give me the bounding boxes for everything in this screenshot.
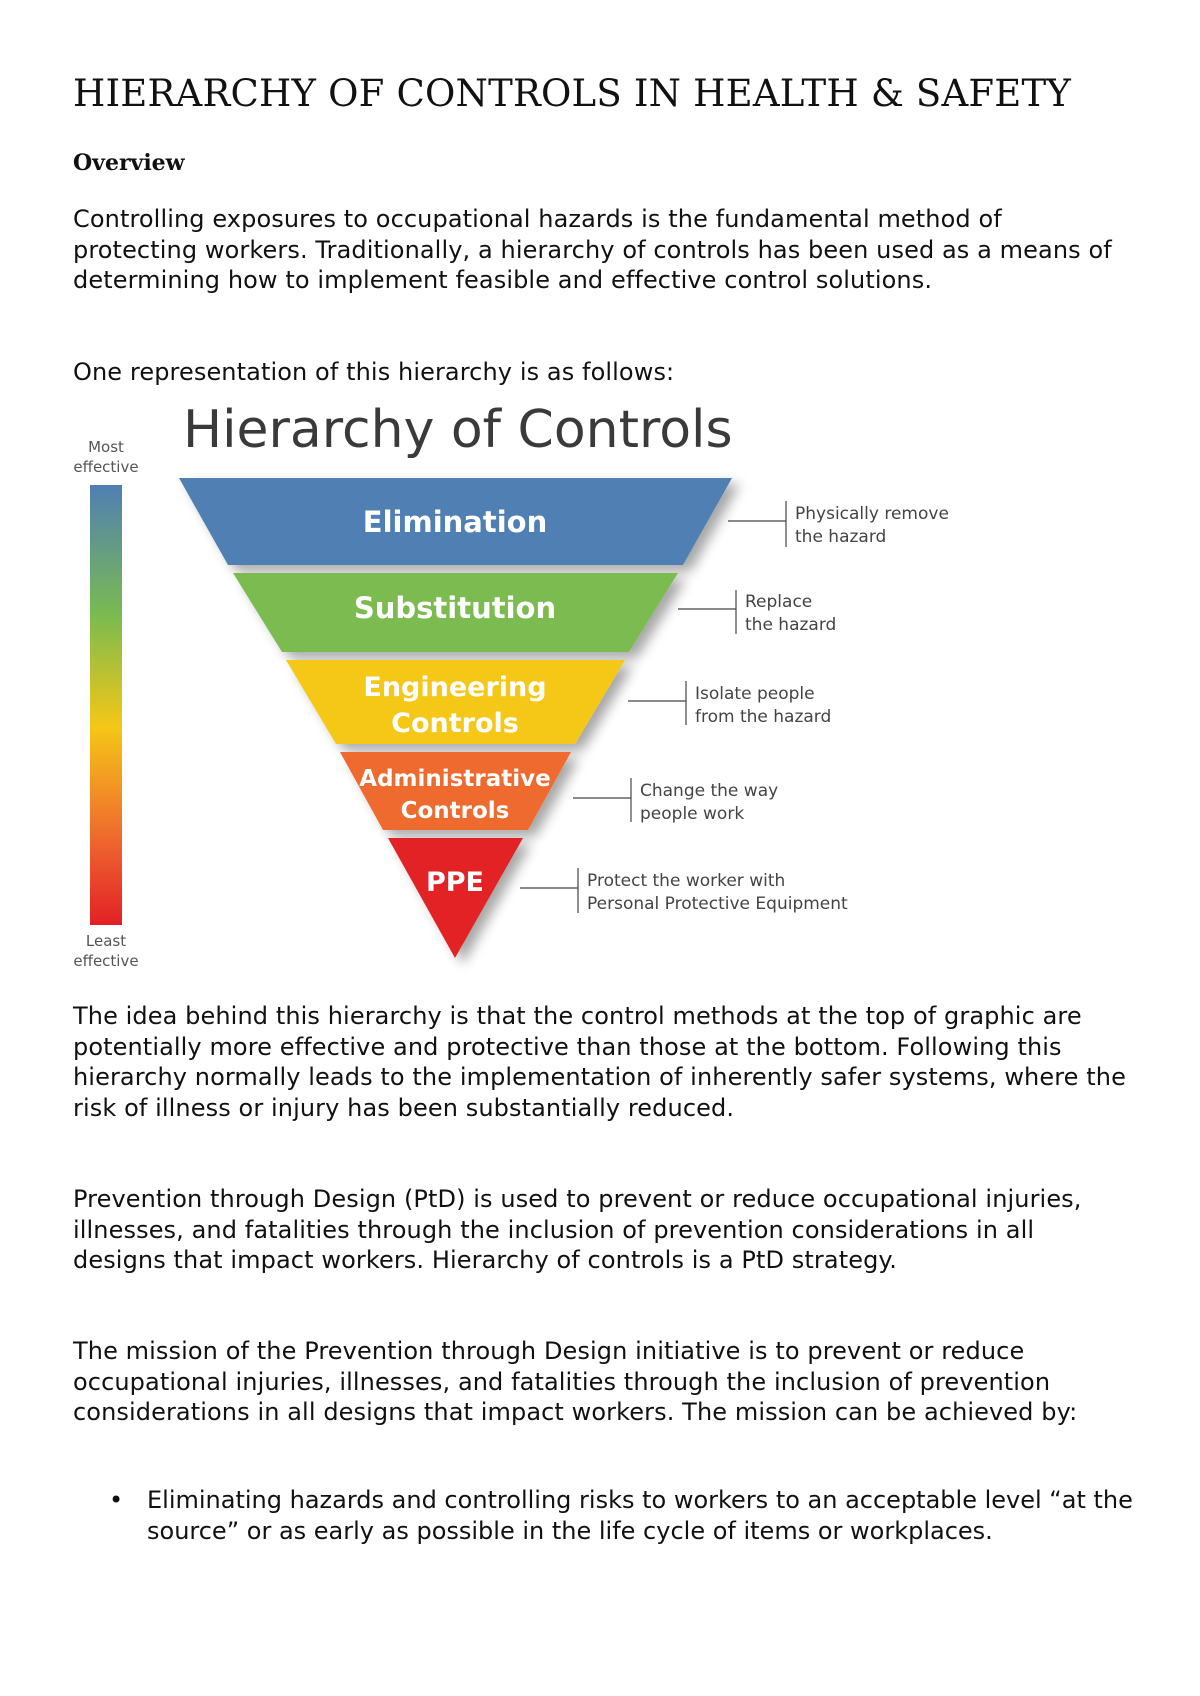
list-item <box>73 1485 1153 1546</box>
effectiveness-scale-bar <box>90 485 122 925</box>
level-administrative-label-1: Administrative <box>359 766 551 792</box>
level-ppe-band <box>388 838 523 958</box>
level-ppe-label: PPE <box>425 867 485 898</box>
desc-administrative-1: Change the way <box>640 781 779 801</box>
mission-bullet-list <box>73 1485 1153 1546</box>
level-engineering-label-2: Controls <box>391 708 519 739</box>
desc-ppe-1: Protect the worker with <box>587 871 786 891</box>
desc-substitution-1: Replace <box>745 592 813 612</box>
scale-bottom-label-1: Least <box>85 932 127 950</box>
level-engineering-label-1: Engineering <box>363 672 547 703</box>
desc-elimination-1: Physically remove <box>795 504 949 524</box>
desc-substitution-2: the hazard <box>745 615 837 635</box>
bullet-dot-icon: • <box>109 1486 124 1514</box>
desc-engineering-1: Isolate people <box>695 684 815 704</box>
paragraph-ptd: Prevention through Design (PtD) is used to prevent or reduce occupational injuries, illnesses, and fatalities through the inclusion of prevention considerations in all designs that impact workers. Hierarchy of controls is a PtD strategy. <box>73 1185 1082 1274</box>
bullet-text: Eliminating hazards and controlling risks to workers to an acceptable level “at the source” or as early as possible in the life cycle of items or workplaces. <box>147 1486 1133 1545</box>
hierarchy-figure <box>68 405 968 975</box>
scale-top-label-2: effective <box>73 458 139 476</box>
scale-bottom-label-2: effective <box>73 952 139 970</box>
paragraph-idea: The idea behind this hierarchy is that the control methods at the top of graphic are potentially more effective and protective than those at the bottom. Following this hierarchy normally leads to the implementation of inherently safer systems, where the risk of illness or injury has been substantially reduced. <box>73 1002 1126 1122</box>
level-administrative-label-2: Controls <box>400 798 510 824</box>
desc-ppe-2: Personal Protective Equipment <box>587 894 848 914</box>
paragraph-mission: The mission of the Prevention through Design initiative is to prevent or reduce occupational injuries, illnesses, and fatalities through the inclusion of prevention considerations in all designs that impact workers. The mission can be achieved by: <box>73 1337 1078 1426</box>
desc-engineering-2: from the hazard <box>695 707 832 727</box>
paragraph-intro: Controlling exposures to occupational hazards is the fundamental method of protecting workers. Traditionally, a hierarchy of controls has been used as a means of determining how to implement feasible and effective control solutions. <box>73 205 1112 294</box>
scale-top-label-1: Most <box>88 438 124 456</box>
figure-title: Hierarchy of Controls <box>183 405 733 460</box>
level-substitution-label: Substitution <box>353 591 557 625</box>
desc-administrative-2: people work <box>640 804 745 824</box>
level-descriptions <box>587 504 949 914</box>
section-heading: Overview <box>73 150 185 176</box>
level-elimination-label: Elimination <box>362 505 548 539</box>
paragraph-representation: One representation of this hierarchy is as follows: <box>73 358 675 386</box>
desc-elimination-2: the hazard <box>795 527 887 547</box>
document-title: HIERARCHY OF CONTROLS IN HEALTH & SAFETY <box>73 72 1071 115</box>
